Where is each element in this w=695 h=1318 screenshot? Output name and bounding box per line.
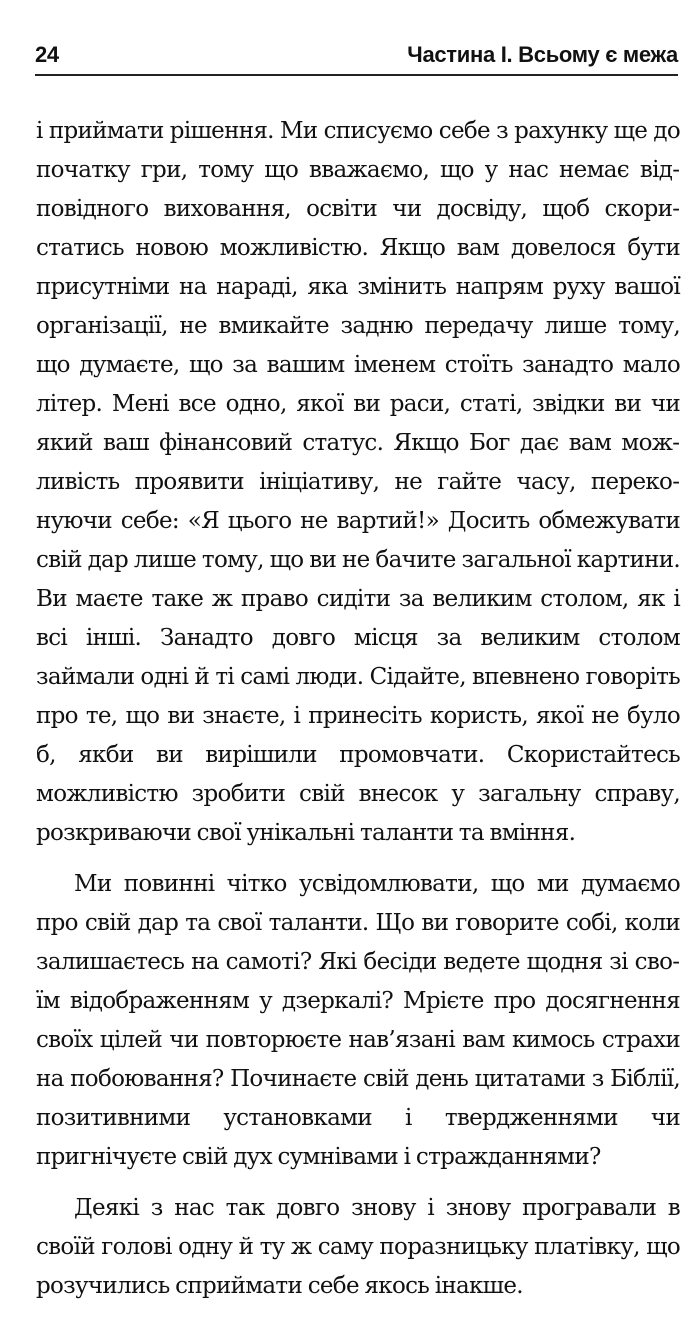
paragraph: Ми повинні чітко усвідомлювати, що ми думаємо про свій дар та свої таланти. Що ви говорите собі, коли залишаєтесь на самоті? Які бесіди ведете щодня зі своїм відображенням у дзеркалі? Мрієте про досягнення своїх цілей чи повторюєте нав’язані вам кимось страхи на побоювання? Починаєте свій день цитатами з Біблії, позитивними установками і твердженнями чи пригнічуєте свій дух сумнівами і стражданнями? [36,871,680,1170]
header-rule [35,74,678,76]
paragraph-continued: і приймати рішення. Ми списуємо себе з рахунку ще до початку гри, тому що вважаємо, що у нас немає відповідного виховання, освіти чи досвіду, щоб скористатись новою можливістю. Якщо вам довелося бути присутніми на нараді, яка змінить напрям руху вашої організації, не вмикайте задню передачу лише тому, що думаєте, що за вашим іменем стоїть занадто мало літер. Мені все одно, якої ви раси, статі, звідки ви чи який ваш фінансовий статус. Якщо Бог дає вам можливість проявити ініціативу, не гайте часу, переконуючи себе: «Я цього не вартий!» Досить обмежувати свій дар лише тому, що ви не бачите загальної картини. Ви маєте таке ж право сидіти за великим столом, як і всі інші. Занадто довго місця за великим столом займали одні й ті самі люди. Сідайте, впевнено говоріть про те, що ви знаєте, і принесіть користь, якої не було б, якби ви вирішили промовчати. Скористайтесь можливістю зробити свій внесок у загальну справу, розкриваючи свої унікальні таланти та вміння. [36,118,680,846]
body-text [36,112,680,1318]
paragraph: Деякі з нас так довго знову і знову програвали в своїй голові одну й ту ж саму поразницьку платівку, що розучились сприймати себе якось інакше. [36,1195,680,1299]
page-number: 24 [35,42,59,67]
page-header [35,36,678,76]
running-head: Частина I. Всьому є межа [407,42,678,67]
